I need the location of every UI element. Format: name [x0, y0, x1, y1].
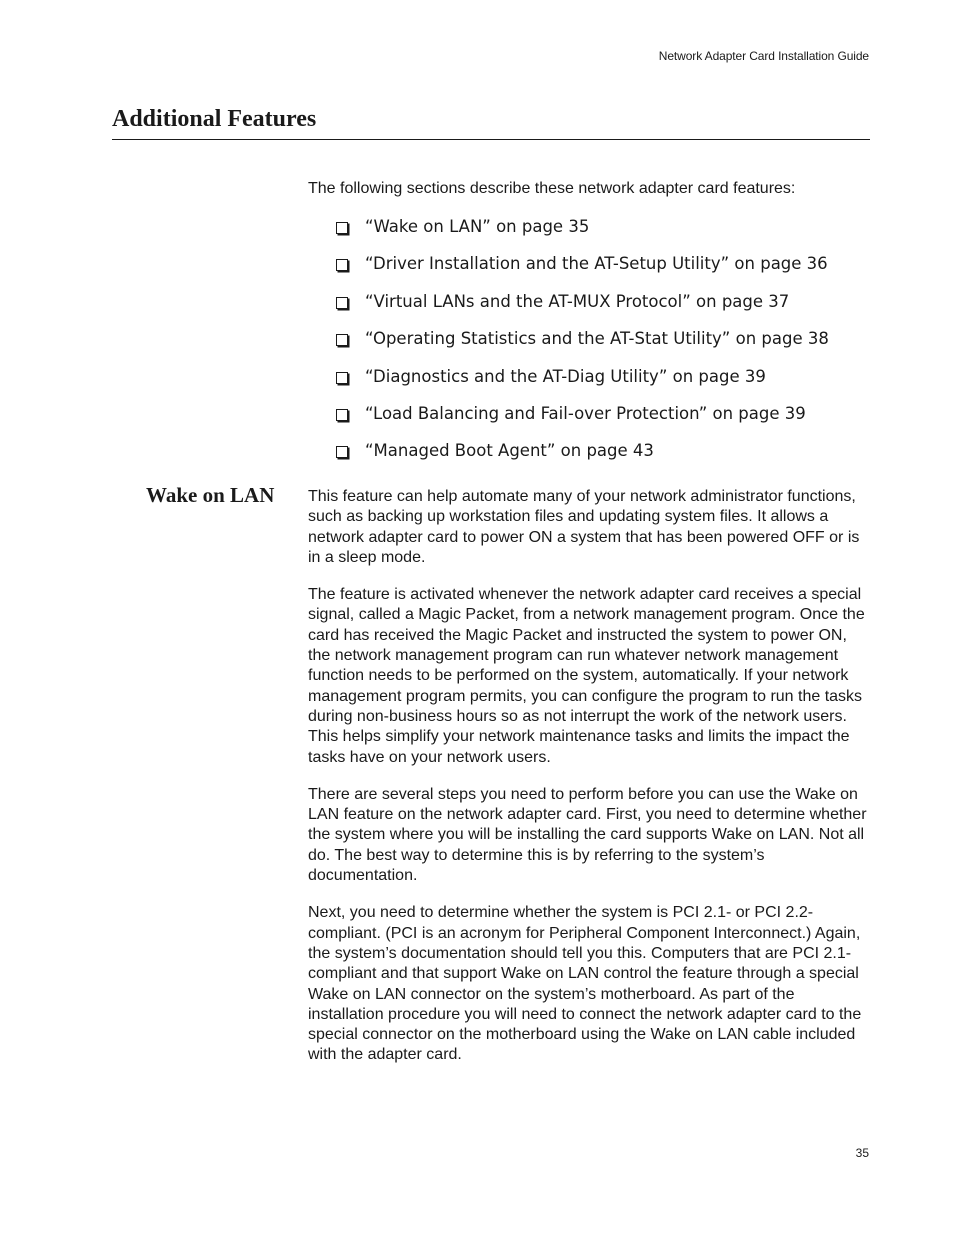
subsection-heading: Wake on LAN: [146, 483, 275, 507]
section-title: Additional Features: [112, 106, 317, 132]
list-item: [336, 290, 876, 327]
feature-link[interactable]: “Managed Boot Agent” on page 43: [365, 441, 654, 461]
feature-link[interactable]: “Load Balancing and Fail-over Protection” on page 39: [365, 403, 806, 423]
list-item: [336, 327, 876, 364]
list-item: [336, 365, 876, 402]
feature-link[interactable]: “Operating Statistics and the AT-Stat Utility” on page 38: [365, 329, 829, 349]
feature-list: [336, 215, 876, 477]
checkbox-bullet-icon: [336, 297, 348, 309]
body-paragraph: Next, you need to determine whether the system is PCI 2.1- or PCI 2.2-compliant. (PCI is an acronym for Peripheral Component Interconnect.) Again, the system’s documentation should tell you this. Computers that are PCI 2.1-compliant and that support Wake on LAN control the feature through a special Wake on LAN connector on the system’s motherboard. As part of the installation procedure you will need to connect the network adapter card to the special connector on the motherboard using the Wake on LAN cable included with the adapter card.: [308, 904, 862, 1064]
feature-link[interactable]: “Wake on LAN” on page 35: [365, 217, 590, 236]
wake-on-lan-body: [308, 487, 870, 1083]
feature-link[interactable]: “Driver Installation and the AT-Setup Utility” on page 36: [365, 254, 828, 274]
feature-link[interactable]: “Diagnostics and the AT-Diag Utility” on page 39: [365, 366, 766, 386]
title-rule: [112, 139, 870, 140]
checkbox-bullet-icon: [336, 409, 348, 421]
feature-link[interactable]: “Virtual LANs and the AT-MUX Protocol” on page 37: [365, 291, 790, 311]
checkbox-bullet-icon: [336, 446, 348, 458]
list-item: [336, 402, 876, 439]
checkbox-bullet-icon: [336, 222, 348, 234]
list-item: [336, 439, 876, 476]
checkbox-bullet-icon: [336, 259, 348, 271]
body-paragraph: There are several steps you need to perform before you can use the Wake on LAN feature on the network adapter card. First, you need to determine whether the system where you will be installing the card supports Wake on LAN. Not all do. The best way to determine this is by referring to the system’s documentation.: [308, 785, 867, 885]
checkbox-bullet-icon: [336, 372, 348, 384]
running-header: Network Adapter Card Installation Guide: [658, 49, 869, 63]
page-number: 35: [855, 1146, 869, 1160]
checkbox-bullet-icon: [336, 334, 348, 346]
list-item: [336, 215, 876, 252]
list-item: [336, 252, 876, 289]
body-paragraph: The feature is activated whenever the network adapter card receives a special signal, called a Magic Packet, from a network management program. Once the card has received the Magic Packet and instructed the system to power ON, the network management program can run whatever network management function needs to be performed on the system, automatically. If your network management program permits, you can configure the program to run the tasks during non-business hours so as not interrupt the work of the network users. This helps simplify your network maintenance tasks and limits the impact the tasks have on your network users.: [308, 586, 865, 766]
body-paragraph: This feature can help automate many of your network administrator functions, such as backing up workstation files and updating system files. It allows a network adapter card to power ON a system that has been powered OFF or is in a sleep mode.: [308, 488, 860, 566]
intro-paragraph: The following sections describe these network adapter card features:: [308, 180, 796, 197]
